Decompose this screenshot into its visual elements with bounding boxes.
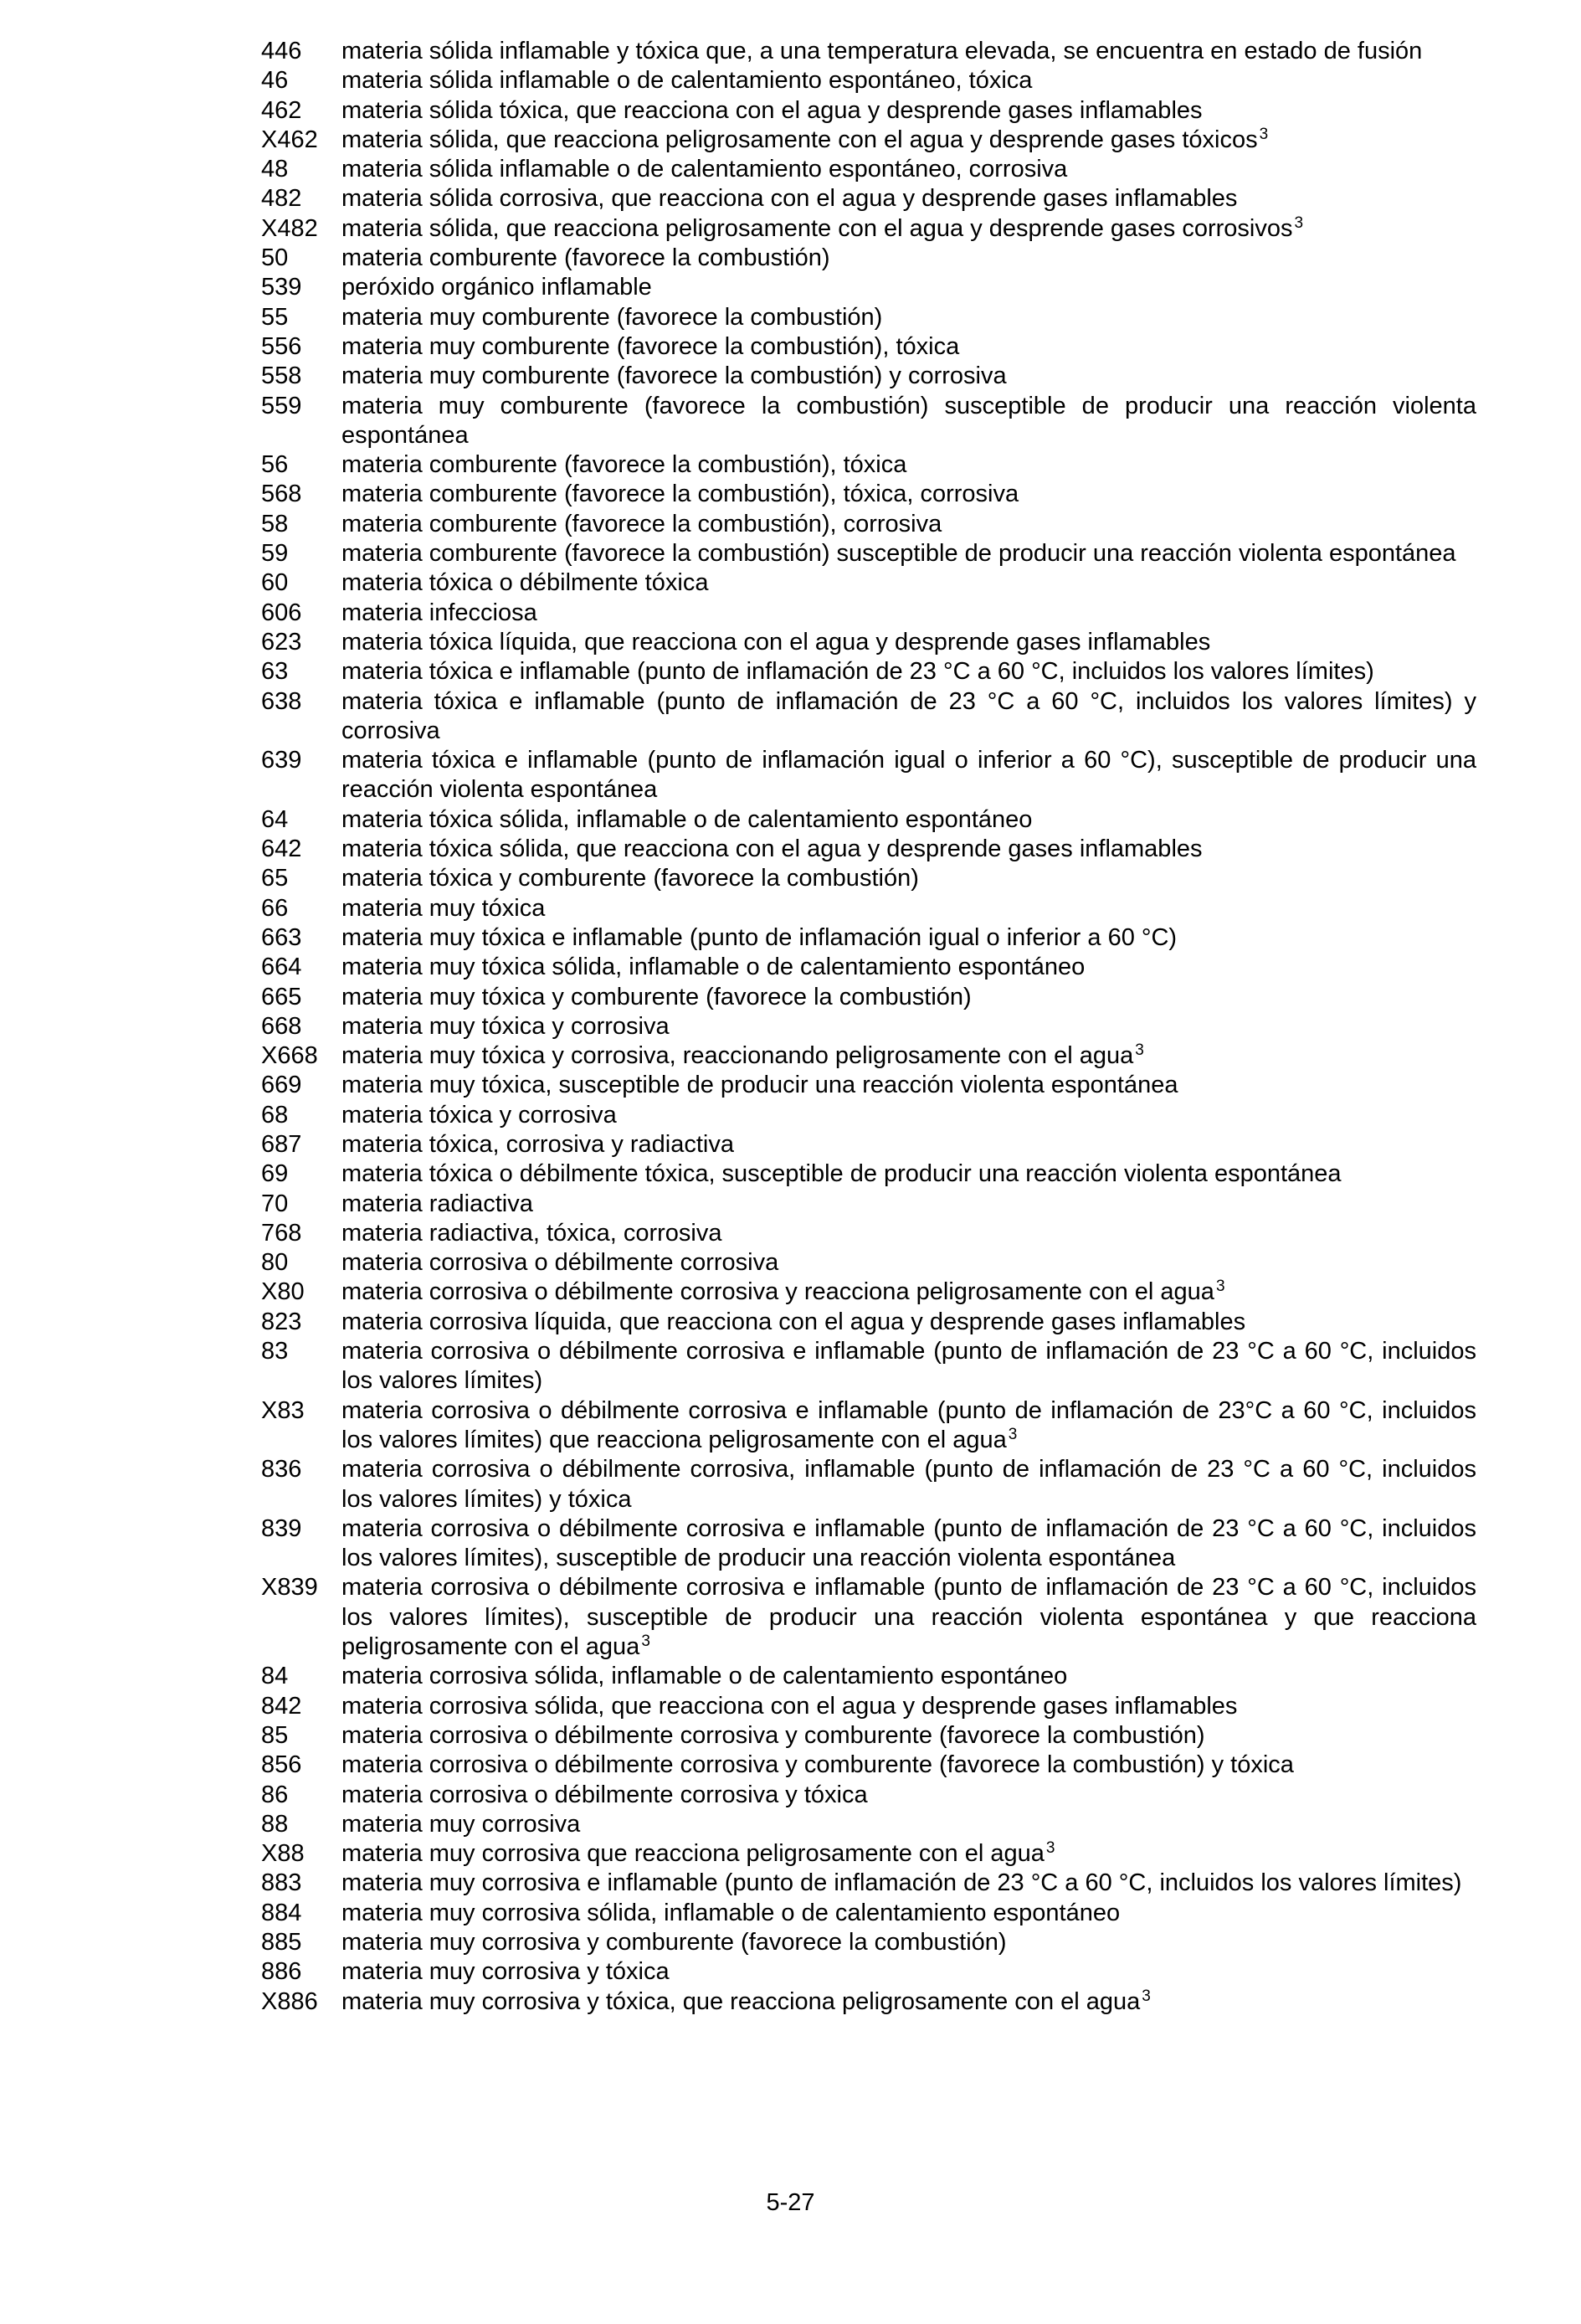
footnote-marker: 3 bbox=[1294, 213, 1304, 232]
hazard-code: 664 bbox=[261, 954, 302, 981]
hazard-description bbox=[341, 1899, 1476, 1928]
hazard-description-text: materia comburente (favorece la combustión), tóxica, corrosiva bbox=[341, 481, 1019, 508]
hazard-entry bbox=[261, 599, 1476, 628]
footnote-marker: 3 bbox=[1135, 1041, 1144, 1060]
hazard-description-text: materia infecciosa bbox=[341, 599, 537, 626]
hazard-description-text: materia radiactiva, tóxica, corrosiva bbox=[341, 1219, 722, 1247]
hazard-entry bbox=[261, 1130, 1476, 1159]
hazard-code: 58 bbox=[261, 510, 289, 537]
hazard-entry bbox=[261, 1514, 1476, 1574]
hazard-code: X80 bbox=[261, 1278, 305, 1306]
hazard-code: 568 bbox=[261, 481, 302, 508]
hazard-code: 85 bbox=[261, 1721, 289, 1749]
hazard-description-text: materia corrosiva o débilmente corrosiva y comburente (favorece la combustión) bbox=[341, 1721, 1205, 1749]
hazard-entry bbox=[261, 1278, 1476, 1307]
hazard-description-text: materia corrosiva o débilmente corrosiva y comburente (favorece la combustión) y tóxica bbox=[341, 1751, 1294, 1779]
hazard-entry bbox=[261, 1781, 1476, 1810]
hazard-entry bbox=[261, 1455, 1476, 1514]
hazard-description bbox=[341, 1012, 1476, 1041]
hazard-code-list bbox=[261, 37, 1476, 2017]
hazard-description bbox=[341, 362, 1476, 391]
hazard-description bbox=[341, 1071, 1476, 1100]
hazard-entry bbox=[261, 1071, 1476, 1100]
hazard-entry bbox=[261, 1869, 1476, 1898]
hazard-code: 63 bbox=[261, 658, 289, 686]
hazard-description bbox=[341, 184, 1476, 213]
hazard-description bbox=[341, 1928, 1476, 1957]
hazard-entry bbox=[261, 184, 1476, 213]
hazard-entry bbox=[261, 1692, 1476, 1721]
hazard-description bbox=[341, 1692, 1476, 1721]
footnote-marker: 3 bbox=[1008, 1425, 1018, 1443]
hazard-entry bbox=[261, 1041, 1476, 1071]
hazard-code: 623 bbox=[261, 628, 302, 656]
hazard-description bbox=[341, 155, 1476, 184]
hazard-description bbox=[341, 1987, 1476, 2017]
hazard-description-text: materia muy corrosiva e inflamable (punto de inflamación de 23 °C a 60 °C, incluidos los valores límites) bbox=[341, 1869, 1462, 1897]
hazard-entry bbox=[261, 657, 1476, 686]
hazard-description-text: materia comburente (favorece la combustión) susceptible de producir una reacción violenta espontánea bbox=[341, 540, 1456, 568]
hazard-code: 842 bbox=[261, 1692, 302, 1720]
hazard-description-text: materia muy corrosiva y tóxica, que reacciona peligrosamente con el agua bbox=[341, 1987, 1141, 2015]
hazard-entry bbox=[261, 1219, 1476, 1248]
hazard-code: 80 bbox=[261, 1249, 289, 1277]
hazard-entry bbox=[261, 1662, 1476, 1691]
hazard-entry bbox=[261, 983, 1476, 1012]
hazard-description bbox=[341, 923, 1476, 953]
hazard-description bbox=[341, 864, 1476, 893]
hazard-description-text: materia muy comburente (favorece la combustión) bbox=[341, 303, 883, 331]
hazard-description-text: materia sólida inflamable o de calentamiento espontáneo, tóxica bbox=[341, 67, 1033, 95]
hazard-description-text: materia muy tóxica e inflamable (punto de inflamación igual o inferior a 60 °C) bbox=[341, 923, 1178, 951]
hazard-entry bbox=[261, 1396, 1476, 1456]
hazard-description-text: materia muy tóxica y comburente (favorece la combustión) bbox=[341, 983, 972, 1010]
hazard-entry bbox=[261, 1839, 1476, 1869]
page-number: 5-27 bbox=[766, 2189, 815, 2216]
hazard-code: 60 bbox=[261, 569, 289, 597]
hazard-description bbox=[341, 1573, 1476, 1662]
hazard-entry bbox=[261, 746, 1476, 805]
hazard-entry bbox=[261, 628, 1476, 657]
hazard-description-text: materia tóxica sólida, inflamable o de calentamiento espontáneo bbox=[341, 805, 1033, 833]
hazard-code: 669 bbox=[261, 1072, 302, 1099]
hazard-description bbox=[341, 450, 1476, 480]
hazard-description-text: materia tóxica líquida, que reacciona con el agua y desprende gases inflamables bbox=[341, 628, 1211, 656]
hazard-description-text: materia muy comburente (favorece la combustión), tóxica bbox=[341, 332, 960, 360]
hazard-entry bbox=[261, 1899, 1476, 1928]
hazard-description bbox=[341, 1248, 1476, 1278]
hazard-entry bbox=[261, 450, 1476, 480]
hazard-code: 65 bbox=[261, 865, 289, 892]
hazard-entry bbox=[261, 687, 1476, 747]
hazard-description bbox=[341, 657, 1476, 686]
hazard-description-text: materia muy comburente (favorece la combustión) susceptible de producir una reacción violenta espontánea bbox=[341, 392, 1476, 449]
hazard-description-text: materia tóxica, corrosiva y radiactiva bbox=[341, 1130, 734, 1158]
hazard-entry bbox=[261, 539, 1476, 568]
hazard-code: 83 bbox=[261, 1338, 289, 1365]
hazard-description-text: materia comburente (favorece la combustión), tóxica bbox=[341, 451, 907, 479]
hazard-description bbox=[341, 1159, 1476, 1189]
hazard-description bbox=[341, 510, 1476, 539]
hazard-entry bbox=[261, 66, 1476, 95]
hazard-description-text: materia muy corrosiva bbox=[341, 1810, 581, 1838]
hazard-description-text: materia muy tóxica, susceptible de producir una reacción violenta espontánea bbox=[341, 1072, 1178, 1099]
hazard-description bbox=[341, 1751, 1476, 1780]
hazard-description bbox=[341, 628, 1476, 657]
hazard-code: 663 bbox=[261, 923, 302, 951]
hazard-description bbox=[341, 214, 1476, 244]
hazard-code: 559 bbox=[261, 392, 302, 419]
hazard-code: 885 bbox=[261, 1929, 302, 1956]
hazard-description bbox=[341, 539, 1476, 568]
footnote-marker: 3 bbox=[1259, 125, 1269, 143]
footnote-marker: 3 bbox=[641, 1632, 650, 1651]
hazard-description bbox=[341, 983, 1476, 1012]
hazard-code: 687 bbox=[261, 1130, 302, 1158]
hazard-code: 558 bbox=[261, 362, 302, 390]
hazard-description bbox=[341, 746, 1476, 805]
hazard-description-text: materia tóxica o débilmente tóxica bbox=[341, 569, 709, 597]
hazard-description bbox=[341, 1957, 1476, 1987]
hazard-code: 856 bbox=[261, 1751, 302, 1779]
hazard-entry bbox=[261, 1248, 1476, 1278]
hazard-code: 886 bbox=[261, 1958, 302, 1986]
hazard-description bbox=[341, 1337, 1476, 1396]
hazard-description bbox=[341, 1041, 1476, 1071]
hazard-entry bbox=[261, 96, 1476, 126]
hazard-description-text: materia tóxica e inflamable (punto de inflamación de 23 °C a 60 °C, incluidos los valores límites) y corrosiva bbox=[341, 687, 1476, 744]
hazard-entry bbox=[261, 303, 1476, 332]
hazard-description-text: materia corrosiva o débilmente corrosiva e inflamable (punto de inflamación de 23 °C a 60 °C, incluidos los valores límites), susceptible de producir una reacción violenta espontánea bbox=[341, 1514, 1476, 1572]
hazard-entry bbox=[261, 1721, 1476, 1751]
hazard-code: 70 bbox=[261, 1190, 289, 1217]
hazard-code: 642 bbox=[261, 836, 302, 863]
footnote-marker: 3 bbox=[1215, 1278, 1225, 1296]
hazard-code: X839 bbox=[261, 1574, 318, 1602]
hazard-entry bbox=[261, 155, 1476, 184]
footnote-marker: 3 bbox=[1045, 1839, 1055, 1858]
hazard-entry bbox=[261, 1928, 1476, 1957]
hazard-description bbox=[341, 894, 1476, 923]
hazard-description-text: materia sólida, que reacciona peligrosamente con el agua y desprende gases tóxicos bbox=[341, 126, 1258, 153]
hazard-code: 639 bbox=[261, 747, 302, 774]
hazard-description bbox=[341, 953, 1476, 982]
hazard-entry bbox=[261, 214, 1476, 244]
hazard-code: 884 bbox=[261, 1899, 302, 1926]
hazard-code: 68 bbox=[261, 1101, 289, 1129]
hazard-description-text: materia tóxica y corrosiva bbox=[341, 1101, 617, 1129]
hazard-code: 638 bbox=[261, 687, 302, 715]
hazard-entry bbox=[261, 953, 1476, 982]
hazard-description-text: materia radiactiva bbox=[341, 1190, 533, 1217]
hazard-description-text: materia corrosiva o débilmente corrosiva e inflamable (punto de inflamación de 23°C a 60 °C, incluidos los valores límites) que reacciona peligrosamente con el agua bbox=[341, 1396, 1476, 1453]
hazard-code: 836 bbox=[261, 1456, 302, 1483]
hazard-description-text: materia corrosiva líquida, que reacciona con el agua y desprende gases inflamables bbox=[341, 1308, 1246, 1335]
hazard-entry bbox=[261, 1573, 1476, 1662]
hazard-description-text: materia tóxica sólida, que reacciona con el agua y desprende gases inflamables bbox=[341, 836, 1203, 863]
hazard-description-text: materia corrosiva sólida, que reacciona con el agua y desprende gases inflamables bbox=[341, 1692, 1238, 1720]
hazard-code: 64 bbox=[261, 805, 289, 833]
hazard-description bbox=[341, 244, 1476, 273]
hazard-code: 446 bbox=[261, 38, 302, 64]
hazard-description bbox=[341, 1278, 1476, 1307]
hazard-code: 50 bbox=[261, 244, 289, 272]
hazard-entry bbox=[261, 480, 1476, 509]
hazard-code: 665 bbox=[261, 983, 302, 1010]
hazard-description-text: materia sólida inflamable o de calentamiento espontáneo, corrosiva bbox=[341, 156, 1068, 183]
hazard-description-text: materia corrosiva o débilmente corrosiva, inflamable (punto de inflamación de 23 °C a 60 °C, incluidos los valores límites) y tóxica bbox=[341, 1456, 1476, 1513]
hazard-entry bbox=[261, 1308, 1476, 1337]
hazard-code: 668 bbox=[261, 1012, 302, 1040]
hazard-description-text: materia corrosiva o débilmente corrosiva e inflamable (punto de inflamación de 23 °C a 60 °C, incluidos los valores límites), susceptible de producir una reacción violenta espontánea y que reacciona peligrosamente con el agua bbox=[341, 1574, 1476, 1661]
hazard-description bbox=[341, 303, 1476, 332]
hazard-description bbox=[341, 1781, 1476, 1810]
hazard-code: 462 bbox=[261, 96, 302, 124]
hazard-code: X88 bbox=[261, 1840, 305, 1868]
hazard-description-text: materia sólida corrosiva, que reacciona con el agua y desprende gases inflamables bbox=[341, 185, 1238, 213]
hazard-description bbox=[341, 599, 1476, 628]
hazard-entry bbox=[261, 1751, 1476, 1780]
hazard-description bbox=[341, 1190, 1476, 1219]
hazard-code: 66 bbox=[261, 894, 289, 922]
hazard-description bbox=[341, 1514, 1476, 1574]
hazard-description bbox=[341, 1810, 1476, 1839]
hazard-description-text: materia muy tóxica sólida, inflamable o de calentamiento espontáneo bbox=[341, 954, 1086, 981]
hazard-description bbox=[341, 805, 1476, 835]
hazard-description-text: materia muy tóxica bbox=[341, 894, 546, 922]
hazard-entry bbox=[261, 392, 1476, 451]
hazard-description bbox=[341, 1455, 1476, 1514]
hazard-description bbox=[341, 273, 1476, 302]
hazard-code: 768 bbox=[261, 1219, 302, 1247]
hazard-code: X462 bbox=[261, 126, 318, 153]
hazard-code: 46 bbox=[261, 67, 289, 95]
hazard-description bbox=[341, 1839, 1476, 1869]
hazard-entry bbox=[261, 894, 1476, 923]
hazard-code: 556 bbox=[261, 332, 302, 360]
hazard-entry bbox=[261, 362, 1476, 391]
hazard-code: 88 bbox=[261, 1810, 289, 1838]
hazard-description-text: materia corrosiva sólida, inflamable o de calentamiento espontáneo bbox=[341, 1663, 1068, 1690]
hazard-description bbox=[341, 1396, 1476, 1456]
hazard-description-text: peróxido orgánico inflamable bbox=[341, 274, 652, 301]
hazard-entry bbox=[261, 126, 1476, 155]
hazard-code: 59 bbox=[261, 540, 289, 568]
hazard-description bbox=[341, 1721, 1476, 1751]
hazard-description-text: materia comburente (favorece la combustión), corrosiva bbox=[341, 510, 942, 537]
hazard-code: X668 bbox=[261, 1042, 318, 1070]
hazard-description-text: materia muy comburente (favorece la combustión) y corrosiva bbox=[341, 362, 1007, 390]
hazard-entry bbox=[261, 510, 1476, 539]
hazard-code: 55 bbox=[261, 303, 289, 331]
hazard-entry bbox=[261, 923, 1476, 953]
hazard-description bbox=[341, 568, 1476, 598]
hazard-description-text: materia comburente (favorece la combustión) bbox=[341, 244, 830, 272]
hazard-code: 539 bbox=[261, 274, 302, 301]
hazard-code: 84 bbox=[261, 1663, 289, 1690]
hazard-description-text: materia muy corrosiva que reacciona peligrosamente con el agua bbox=[341, 1840, 1045, 1868]
hazard-code: X886 bbox=[261, 1987, 318, 2015]
hazard-description bbox=[341, 1101, 1476, 1130]
hazard-entry bbox=[261, 568, 1476, 598]
hazard-description bbox=[341, 392, 1476, 451]
hazard-entry bbox=[261, 273, 1476, 302]
hazard-description bbox=[341, 480, 1476, 509]
hazard-description-text: materia corrosiva o débilmente corrosiva e inflamable (punto de inflamación de 23 °C a 60 °C, incluidos los valores límites) bbox=[341, 1338, 1476, 1395]
hazard-entry bbox=[261, 332, 1476, 362]
hazard-description bbox=[341, 835, 1476, 864]
hazard-entry bbox=[261, 1190, 1476, 1219]
hazard-description bbox=[341, 1869, 1476, 1898]
hazard-entry bbox=[261, 1337, 1476, 1396]
hazard-code: 48 bbox=[261, 156, 289, 183]
hazard-entry bbox=[261, 1101, 1476, 1130]
hazard-entry bbox=[261, 864, 1476, 893]
hazard-description-text: materia tóxica o débilmente tóxica, susceptible de producir una reacción violenta espontánea bbox=[341, 1160, 1342, 1188]
hazard-code: 823 bbox=[261, 1308, 302, 1335]
hazard-entry bbox=[261, 835, 1476, 864]
hazard-description-text: materia sólida tóxica, que reacciona con el agua y desprende gases inflamables bbox=[341, 96, 1203, 124]
hazard-description bbox=[341, 332, 1476, 362]
hazard-description-text: materia muy tóxica y corrosiva, reaccionando peligrosamente con el agua bbox=[341, 1042, 1134, 1070]
hazard-description-text: materia corrosiva o débilmente corrosiva y reacciona peligrosamente con el agua bbox=[341, 1278, 1214, 1306]
hazard-description-text: materia muy corrosiva y comburente (favorece la combustión) bbox=[341, 1929, 1007, 1956]
footnote-marker: 3 bbox=[1142, 1987, 1151, 2005]
hazard-entry bbox=[261, 1159, 1476, 1189]
hazard-description bbox=[341, 126, 1476, 155]
hazard-description-text: materia corrosiva o débilmente corrosiva bbox=[341, 1249, 779, 1277]
hazard-description bbox=[341, 1219, 1476, 1248]
hazard-description-text: materia tóxica e inflamable (punto de inflamación de 23 °C a 60 °C, incluidos los valores límites) bbox=[341, 658, 1374, 686]
hazard-entry bbox=[261, 1957, 1476, 1987]
hazard-entry bbox=[261, 244, 1476, 273]
hazard-code: X482 bbox=[261, 214, 318, 242]
hazard-code: 56 bbox=[261, 451, 289, 479]
hazard-description bbox=[341, 1662, 1476, 1691]
hazard-description-text: materia tóxica e inflamable (punto de inflamación igual o inferior a 60 °C), susceptible de producir una reacción violenta espontánea bbox=[341, 747, 1476, 804]
hazard-description bbox=[341, 96, 1476, 126]
hazard-description-text: materia muy tóxica y corrosiva bbox=[341, 1012, 670, 1040]
hazard-description-text: materia muy corrosiva sólida, inflamable o de calentamiento espontáneo bbox=[341, 1899, 1121, 1926]
hazard-entry bbox=[261, 805, 1476, 835]
hazard-entry bbox=[261, 1810, 1476, 1839]
hazard-code: 883 bbox=[261, 1869, 302, 1897]
hazard-code: X83 bbox=[261, 1396, 305, 1424]
hazard-code: 86 bbox=[261, 1781, 289, 1808]
hazard-description bbox=[341, 66, 1476, 95]
hazard-entry bbox=[261, 1987, 1476, 2017]
hazard-code: 482 bbox=[261, 185, 302, 213]
hazard-description bbox=[341, 1130, 1476, 1159]
hazard-entry bbox=[261, 1012, 1476, 1041]
hazard-description-text: materia muy corrosiva y tóxica bbox=[341, 1958, 670, 1986]
hazard-code: 839 bbox=[261, 1514, 302, 1542]
hazard-description-text: materia tóxica y comburente (favorece la combustión) bbox=[341, 865, 919, 892]
hazard-description bbox=[341, 1308, 1476, 1337]
hazard-code: 606 bbox=[261, 599, 302, 626]
hazard-entry bbox=[261, 37, 1476, 66]
hazard-code: 69 bbox=[261, 1160, 289, 1188]
hazard-description-text: materia sólida inflamable y tóxica que, a una temperatura elevada, se encuentra en estado de fusión bbox=[341, 38, 1423, 64]
hazard-description bbox=[341, 37, 1476, 66]
hazard-description bbox=[341, 687, 1476, 747]
hazard-description-text: materia sólida, que reacciona peligrosamente con el agua y desprende gases corrosivos bbox=[341, 214, 1293, 242]
hazard-description-text: materia corrosiva o débilmente corrosiva y tóxica bbox=[341, 1781, 868, 1808]
